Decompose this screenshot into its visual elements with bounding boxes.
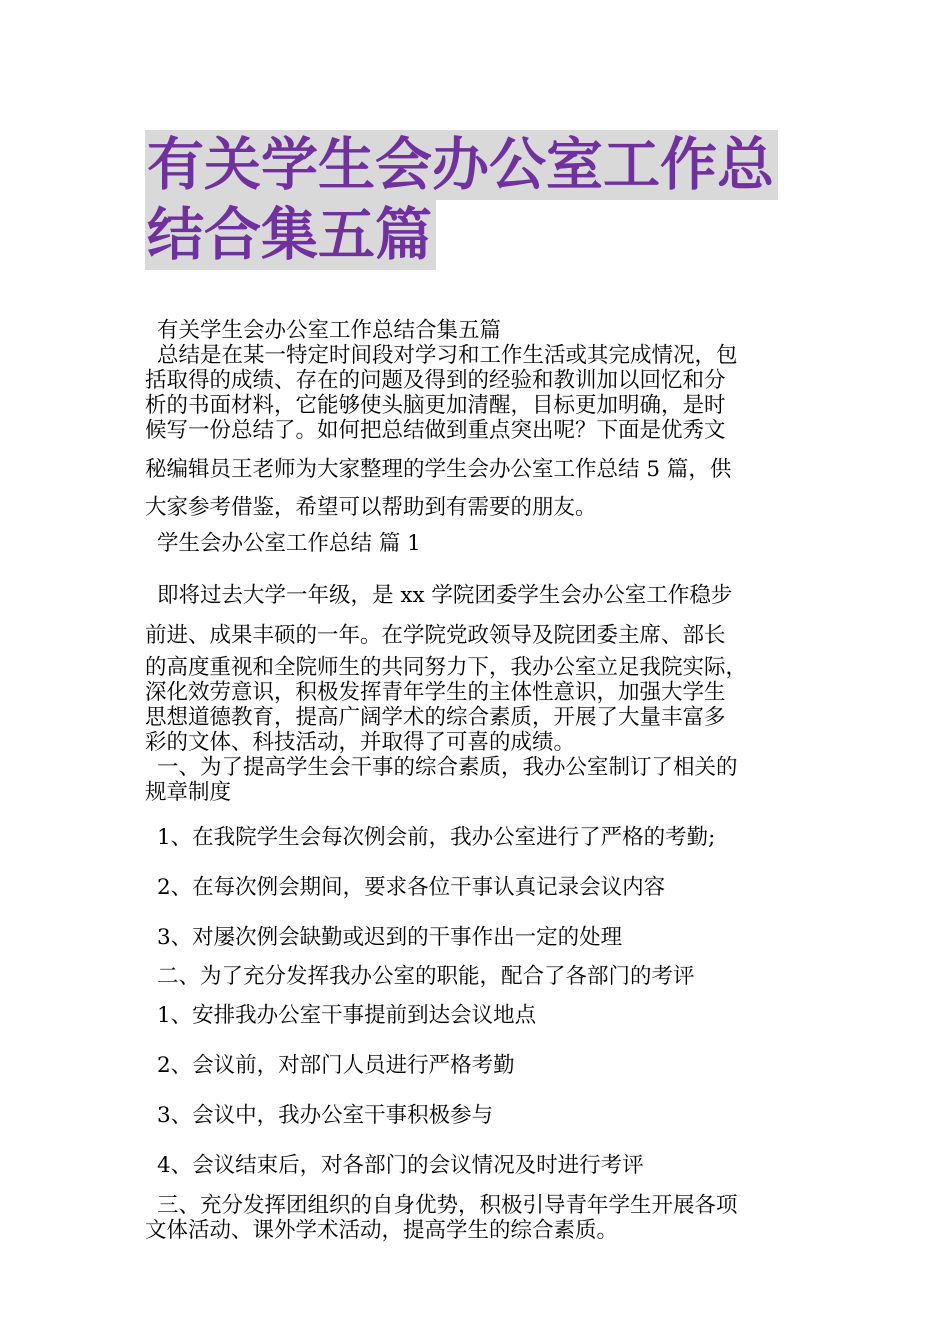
list1-item-3: 3、对屡次例会缺勤或迟到的干事作出一定的处理 <box>157 925 623 950</box>
title-line-2: 结合集五篇 <box>145 200 436 270</box>
list2-item-1: 1、安排我办公室干事提前到达会议地点 <box>157 1003 537 1028</box>
para1-line-1: 即将过去大学一年级，是 xx 学院团委学生会办公室工作稳步 <box>157 583 733 608</box>
subtitle-paragraph: 有关学生会办公室工作总结合集五篇 <box>157 318 502 343</box>
para1-line-5: 思想道德教育，提高广阔学术的综合素质，开展了大量丰富多 <box>145 705 726 730</box>
point1-line-1: 一、为了提高学生会干事的综合素质，我办公室制订了相关的 <box>157 755 738 780</box>
intro-line-4: 候写一份总结了。如何把总结做到重点突出呢？下面是优秀文 <box>145 418 726 443</box>
list2-item-2: 2、会议前，对部门人员进行严格考勤 <box>157 1053 515 1078</box>
list2-item-3: 3、会议中，我办公室干事积极参与 <box>157 1103 494 1128</box>
list1-item-2: 2、在每次例会期间，要求各位干事认真记录会议内容 <box>157 875 666 900</box>
intro-line-6: 大家参考借鉴，希望可以帮助到有需要的朋友。 <box>145 495 597 520</box>
para1-line-2: 前进、成果丰硕的一年。在学院党政领导及院团委主席、部长 <box>145 623 726 648</box>
list2-item-4: 4、会议结束后，对各部门的会议情况及时进行考评 <box>157 1153 644 1178</box>
section-title: 学生会办公室工作总结 篇 1 <box>157 531 421 556</box>
point3-line-2: 文体活动、课外学术活动，提高学生的综合素质。 <box>145 1218 619 1243</box>
para1-line-4: 深化效劳意识，积极发挥青年学生的主体性意识，加强大学生 <box>145 680 726 705</box>
title-line-1: 有关学生会办公室工作总 <box>145 130 778 200</box>
intro-line-2: 括取得的成绩、存在的问题及得到的经验和教训加以回忆和分 <box>145 368 726 393</box>
point3-line-1: 三、充分发挥团组织的自身优势，积极引导青年学生开展各项 <box>157 1193 738 1218</box>
para1-line-3: 的高度重视和全院师生的共同努力下，我办公室立足我院实际， <box>145 655 748 680</box>
point1-line-2: 规章制度 <box>145 780 232 805</box>
document-body <box>145 318 815 1243</box>
intro-line-3: 析的书面材料，它能够使头脑更加清醒，目标更加明确，是时 <box>145 393 726 418</box>
para1-line-6: 彩的文体、科技活动，并取得了可喜的成绩。 <box>145 730 576 755</box>
point2: 二、为了充分发挥我办公室的职能，配合了各部门的考评 <box>157 964 695 989</box>
document-title <box>145 130 815 270</box>
intro-line-1: 总结是在某一特定时间段对学习和工作生活或其完成情况，包 <box>157 343 738 368</box>
intro-line-5: 秘编辑员王老师为大家整理的学生会办公室工作总结 5 篇，供 <box>145 457 732 482</box>
list1-item-1: 1、在我院学生会每次例会前，我办公室进行了严格的考勤; <box>157 825 716 850</box>
